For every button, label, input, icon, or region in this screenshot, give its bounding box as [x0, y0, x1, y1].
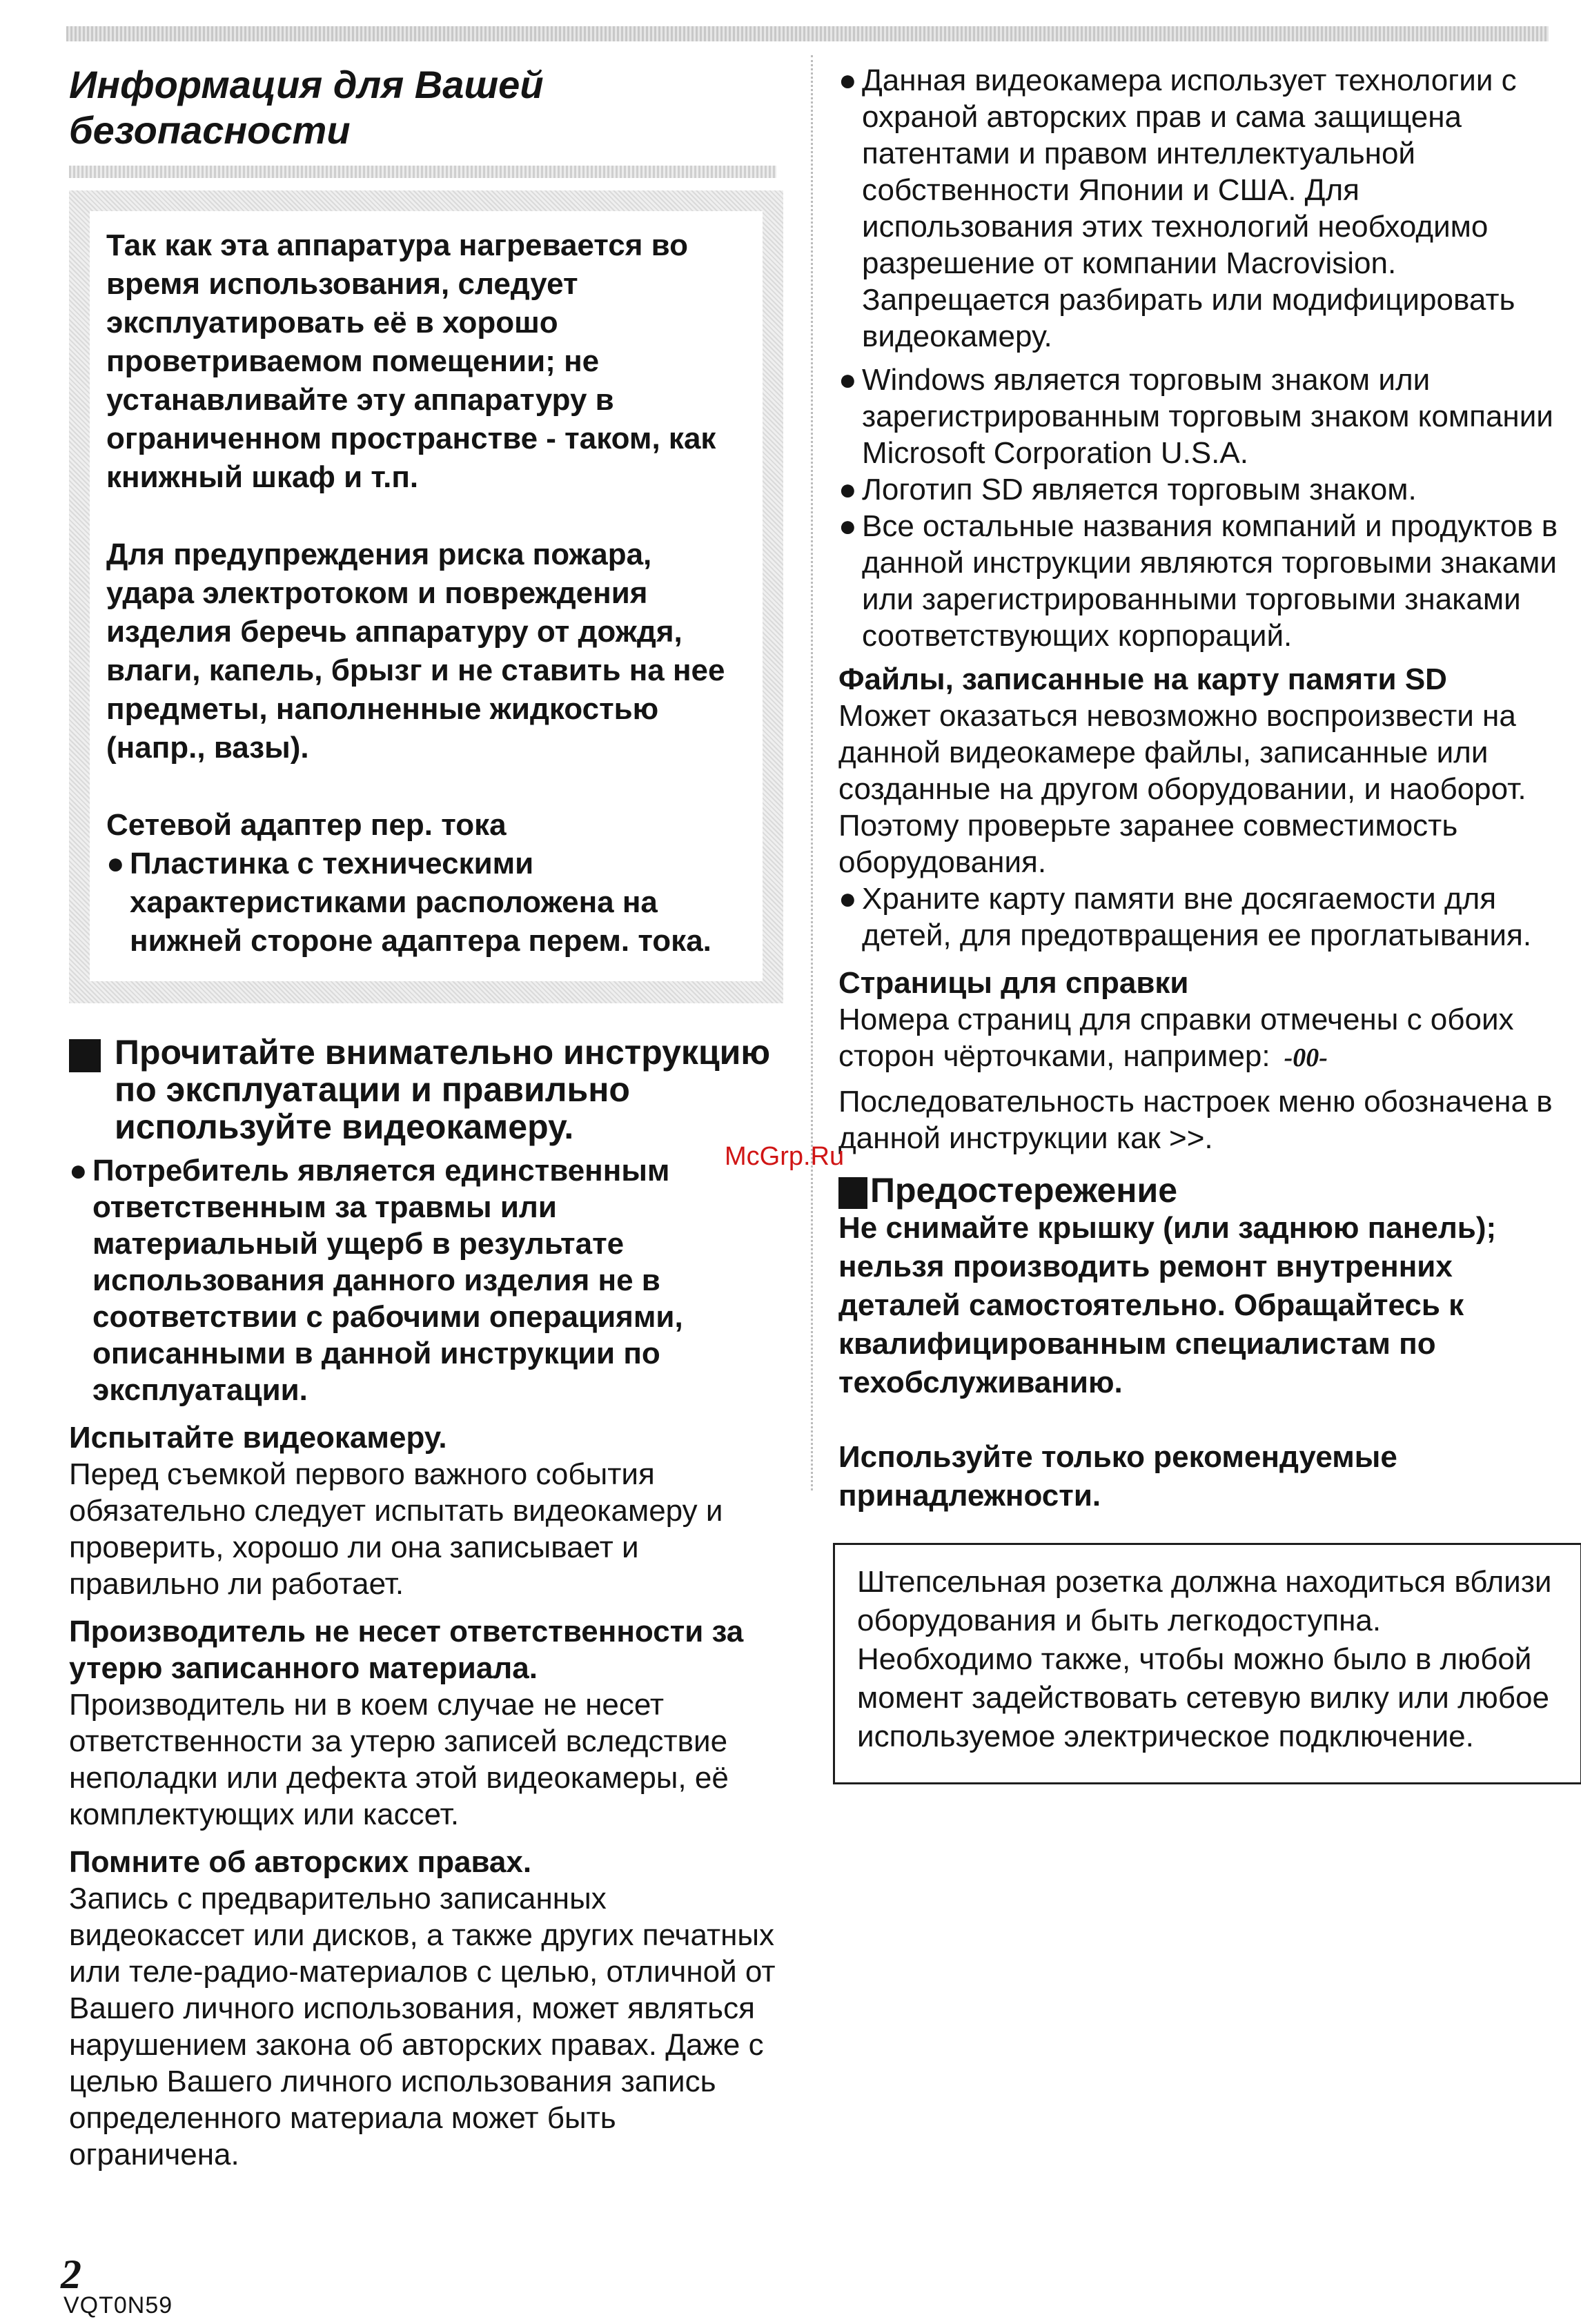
column-divider: [811, 55, 813, 1490]
read-instructions-heading: [69, 1034, 790, 1145]
sd-card-children-bullet: [838, 880, 1563, 954]
power-outlet-notice-box: [833, 1543, 1581, 1784]
other-trademarks-bullet: [838, 508, 1563, 654]
macrovision-text: Данная видеокамера использует технологии с охраной авторских прав и сама защищена патентами и правом интеллектуальной собственности Японии и США. Для использования этих технологий необходимо разрешение от компании Macrovision. Запрещается разбирать или модифицировать видеокамеру.: [862, 63, 1517, 353]
adapter-heading: Сетевой адаптер пер. тока: [106, 808, 507, 842]
other-trademarks-text: Все остальные названия компаний и продуктов в данной инструкции являются торговыми знаками или зарегистрированными торговыми знаками соответствующих корпораций.: [862, 509, 1558, 653]
bullet-marker: ●: [106, 847, 125, 880]
accessories-text: Используйте только рекомендуемые принадлежности.: [838, 1440, 1397, 1513]
caution-text: Не снимайте крышку (или заднюю панель); нельзя производить ремонт внутренних деталей самостоятельно. Обращайтесь к квалифицированным специалистам по техобслуживанию.: [838, 1211, 1497, 1399]
caution-heading: [838, 1172, 1563, 1209]
bullet-marker: ●: [838, 882, 857, 916]
consumer-responsibility-bullet: [69, 1152, 790, 1408]
top-decorative-rule: [66, 26, 1549, 41]
windows-trademark-bullet: [838, 362, 1563, 471]
copyright-heading: Помните об авторских правах.: [69, 1845, 532, 1879]
consumer-responsibility-text: Потребитель является единственным ответственным за травмы или материальный ущерб в результате использования данного изделия не в соответствии с рабочими операциями, описанными в данной инструкции по эксплуатации.: [92, 1154, 683, 1407]
heading-square-marker: [838, 1177, 867, 1209]
sd-card-children-text: Храните карту памяти вне досягаемости для детей, для предотвращения ее проглатывания.: [862, 882, 1532, 952]
heading-square-marker: [69, 1039, 101, 1072]
windows-trademark-text: Windows является торговым знаком или зарегистрированным торговым знаком компании Microsoft Corporation U.S.A.: [862, 363, 1553, 470]
power-outlet-notice-text: Штепсельная розетка должна находиться вблизи оборудования и быть легкодоступна. Необходимо также, чтобы можно было в любой момент задействовать сетевую вилку или любое используемое электрическое подключение.: [857, 1565, 1552, 1753]
try-camera-text: Перед съемкой первого важного события обязательно следует испытать видеокамеру и проверить, хорошо ли она записывает и правильно ли работает.: [69, 1457, 723, 1601]
page-number: 2: [61, 2252, 81, 2297]
reference-mark-example: -00-: [1284, 1043, 1328, 1072]
menu-sequence-text: Последовательность настроек меню обозначена в данной инструкции как >>.: [838, 1085, 1553, 1155]
watermark: McGrp.Ru: [725, 1142, 845, 1171]
page-title: Информация для Вашей безопасности: [69, 63, 544, 152]
adapter-bullet: [106, 845, 746, 961]
liability-text: Производитель ни в коем случае не несет ответственности за утерю записей вследствие неполадки или дефекта этой видеокамеры, её комплектующих или кассет.: [69, 1688, 729, 1831]
adapter-bullet-text: Пластинка с техническими характеристиками расположена на нижней стороне адаптера перем. тока.: [130, 847, 711, 958]
reference-pages-text: [838, 1001, 1563, 1076]
fire-warning-text: Для предупреждения риска пожара, удара электротоком и повреждения изделия беречь аппаратуру от дождя, влаги, капель, брызг и не ставить на нее предметы, наполненные жидкостью (напр., вазы).: [106, 538, 725, 765]
reference-pages-heading: Страницы для справки: [838, 966, 1189, 1000]
bullet-marker: ●: [838, 363, 857, 397]
try-camera-heading: Испытайте видеокамеру.: [69, 1421, 447, 1455]
bullet-marker: ●: [838, 473, 857, 506]
bullet-marker: ●: [838, 63, 857, 97]
sd-files-heading: Файлы, записанные на карту памяти SD: [838, 662, 1447, 696]
reference-pages-description: Номера страниц для справки отмечены с обоих сторон чёрточками, например:: [838, 1003, 1514, 1073]
bullet-marker: ●: [69, 1154, 88, 1188]
read-instructions-heading-text: Прочитайте внимательно инструкцию по эксплуатации и правильно используйте видеокамеру.: [115, 1033, 771, 1146]
sd-logo-bullet: [838, 471, 1563, 508]
bullet-marker: ●: [838, 509, 857, 543]
safety-warning-content: [90, 211, 763, 981]
heat-warning-text: Так как эта аппаратура нагревается во время использования, следует эксплуатировать её в хорошо проветриваемом помещении; не устанавливайте эту аппаратуру в ограниченном пространстве - таком, как книжный шкаф и т.п.: [106, 228, 716, 494]
right-column: [838, 62, 1563, 1784]
title-rule: [69, 166, 776, 178]
copyright-text: Запись с предварительно записанных видеокассет или дисков, а также других печатных или теле-радио-материалов с целью, отличной от Вашего личного использования, может являться нарушением закона об авторских правах. Даже с целью Вашего личного использования запись определенного материала может быть ограничена.: [69, 1882, 776, 2172]
document-code: VQT0N59: [63, 2292, 173, 2318]
sd-files-text: Может оказаться невозможно воспроизвести на данной видеокамере файлы, записанные или созданные на другом оборудовании, и наоборот. Поэтому проверьте заранее совместимость оборудования.: [838, 699, 1526, 879]
safety-warning-box: [69, 190, 783, 1003]
sd-logo-text: Логотип SD является торговым знаком.: [862, 473, 1417, 506]
liability-heading: Производитель не несет ответственности за утерю записанного материала.: [69, 1615, 744, 1685]
caution-heading-text: Предостережение: [870, 1171, 1178, 1210]
left-column: [69, 62, 790, 2173]
macrovision-bullet: [838, 62, 1563, 355]
